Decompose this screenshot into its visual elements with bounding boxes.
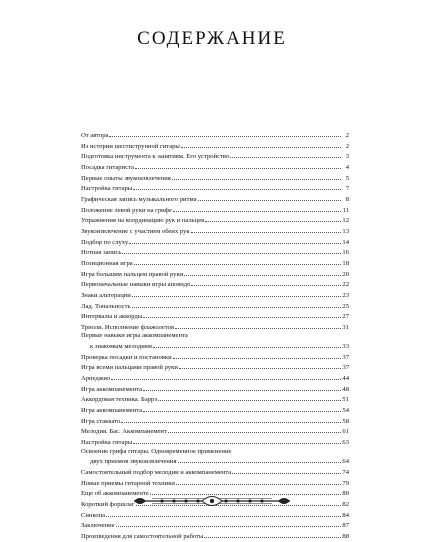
toc-entry-title: Звукоизвлечение с участием обеих рук — [81, 227, 190, 235]
dot-leader — [191, 226, 341, 233]
dot-leader — [135, 162, 341, 169]
toc-entry-title: Первые навыки игры аккомпанемента — [81, 332, 188, 340]
toc-entry — [81, 173, 349, 184]
toc-entry-title: Подготовка инструмента к занятиям. Его устройство — [81, 153, 230, 161]
toc-entry — [81, 426, 349, 437]
dot-leader — [116, 520, 341, 527]
toc-entry — [81, 322, 349, 333]
toc-page-number: 4 — [345, 163, 349, 171]
toc-entry-title: От автора — [81, 132, 109, 139]
toc-page-number: 16 — [342, 249, 349, 257]
toc-entry — [81, 258, 349, 269]
toc-entry-title: Мелодия. Бас. Аккомпанемент — [81, 428, 167, 436]
toc-entry — [81, 226, 349, 237]
toc-page-number: 63 — [342, 439, 349, 447]
toc-page-number: 8 — [345, 195, 349, 203]
toc-page-number: 22 — [342, 281, 349, 289]
toc-page-number: 54 — [342, 407, 349, 415]
toc-entry-title: Знаки альтерации — [81, 291, 131, 299]
toc-page-number: 18 — [342, 259, 349, 267]
table-of-contents — [81, 130, 349, 542]
dot-leader — [176, 478, 341, 485]
toc-entry — [81, 394, 349, 405]
dot-leader — [168, 426, 341, 433]
dot-leader — [122, 247, 341, 254]
toc-entry — [81, 332, 349, 351]
dot-leader — [232, 467, 341, 474]
toc-entry — [81, 531, 349, 542]
toc-entry — [81, 311, 349, 322]
toc-entry-title: Настройка гитары — [81, 185, 133, 193]
dot-leader — [143, 405, 341, 412]
toc-entry-title: Заключение — [81, 522, 115, 530]
toc-entry — [81, 130, 349, 141]
toc-page-number: 12 — [342, 217, 349, 225]
toc-page-number: 7 — [345, 185, 349, 193]
dot-leader — [143, 311, 341, 318]
toc-page-number: 64 — [342, 458, 349, 466]
dot-leader — [143, 384, 341, 391]
toc-page-number: 79 — [342, 479, 349, 487]
toc-page-number: 37 — [342, 353, 349, 361]
toc-entry — [81, 247, 349, 258]
toc-entry-continuation: к знакомым мелодиям — [90, 343, 152, 351]
toc-page-number: 84 — [342, 511, 349, 519]
toc-entry — [81, 162, 349, 173]
toc-page-number: 48 — [342, 385, 349, 393]
toc-entry — [81, 205, 349, 216]
toc-page-number: 51 — [342, 396, 349, 404]
dot-leader — [121, 416, 341, 423]
toc-entry — [81, 448, 349, 467]
toc-entry — [81, 510, 349, 521]
dot-leader — [198, 194, 341, 201]
toc-page-number: 74 — [342, 469, 349, 476]
toc-entry-title: Посадка гитариста — [81, 163, 134, 171]
toc-entry-title: Из истории шестиструнной гитары — [81, 142, 180, 150]
toc-entry — [81, 194, 349, 205]
toc-page-number: 44 — [342, 375, 349, 383]
toc-page-number: 31 — [342, 323, 349, 331]
toc-entry-title: Графическая запись музыкального ритма — [81, 195, 197, 203]
toc-entry — [81, 301, 349, 312]
toc-page-number: 61 — [342, 428, 349, 436]
toc-entry-title: Первоначальные навыки игры апояндо — [81, 281, 191, 289]
toc-entry-title: Триоли. Исполнение флажолетов — [81, 323, 175, 331]
toc-page-number: 87 — [342, 522, 349, 530]
toc-entry-title: Лад. Тональность — [81, 302, 131, 310]
toc-page-number: 2 — [345, 132, 349, 139]
toc-entry-title: Игра всеми пальцами правой руки — [81, 364, 178, 372]
toc-entry — [81, 373, 349, 384]
dot-leader — [133, 183, 341, 190]
dot-leader — [179, 362, 341, 369]
toc-page-number: 13 — [342, 227, 349, 235]
dot-leader — [205, 215, 341, 222]
toc-entry — [81, 279, 349, 290]
toc-entry-title: Аккордовая техника. Баррэ — [81, 396, 158, 404]
dot-leader — [184, 269, 341, 276]
toc-entry — [81, 352, 349, 363]
toc-page-number: 58 — [342, 417, 349, 425]
dot-leader — [111, 373, 341, 380]
toc-entry-title: Освоение грифа гитары. Одновременное применение — [81, 447, 232, 455]
toc-page-number: 23 — [342, 291, 349, 299]
toc-entry-title: Короткий форшлаг — [81, 500, 135, 508]
toc-entry-title: Положение левой руки на грифе — [81, 206, 172, 214]
toc-page-number: 2 — [345, 142, 349, 150]
toc-entry-title: Игра стаккато — [81, 417, 121, 425]
toc-entry-title: Арпеджио — [81, 375, 111, 383]
toc-page-number: 3 — [345, 153, 349, 161]
dot-leader — [191, 279, 341, 286]
page-title: СОДЕРЖАНИЕ — [137, 28, 287, 49]
toc-entry-title: Произведения для самостоятельной работы — [81, 532, 204, 540]
toc-entry — [81, 215, 349, 226]
dot-leader — [158, 394, 341, 401]
dot-leader — [175, 322, 341, 329]
toc-page-number: 27 — [342, 313, 349, 321]
toc-page-number: 88 — [342, 532, 349, 540]
toc-page-number: 20 — [342, 270, 349, 278]
dot-leader — [134, 258, 341, 265]
toc-page-number: 11 — [342, 206, 349, 214]
toc-entry-title: Упражнения на координацию рук и пальцев — [81, 217, 205, 225]
toc-entry-title: Самостоятельный подбор мелодии и аккомпанемента — [81, 469, 232, 476]
dot-leader — [172, 173, 341, 180]
toc-entry-title: Подбор по слуху — [81, 238, 129, 246]
toc-page-number: 5 — [345, 174, 349, 182]
dot-leader — [106, 510, 341, 517]
toc-page-number: 82 — [342, 500, 349, 508]
toc-page-number: 80 — [342, 490, 349, 498]
toc-entry-title: Настройка гитары — [81, 439, 133, 447]
toc-entry-title: Новые приемы гитарной техники — [81, 479, 175, 487]
toc-page-number: 14 — [342, 238, 349, 246]
toc-entry — [81, 290, 349, 301]
dot-leader — [204, 531, 341, 538]
toc-entry-title: Игра аккомпанемента — [81, 407, 143, 415]
toc-entry-continuation: двух приемов звукоизвлечения — [90, 458, 177, 466]
toc-entry — [81, 237, 349, 248]
dot-leader — [178, 456, 342, 463]
toc-page-number: 33 — [342, 343, 349, 351]
toc-entry — [81, 384, 349, 395]
toc-entry-title: Еще об аккомпанементе — [81, 490, 149, 498]
dot-leader — [133, 437, 341, 444]
toc-entry-title: Первые опыты звукоизвлечения — [81, 174, 171, 182]
toc-entry — [81, 151, 349, 162]
toc-entry-title: Игра аккомпанемента — [81, 385, 143, 393]
toc-entry — [81, 416, 349, 427]
dot-leader — [129, 237, 341, 244]
toc-entry — [81, 269, 349, 280]
toc-entry — [81, 405, 349, 416]
toc-entry — [81, 467, 349, 478]
toc-entry — [81, 183, 349, 194]
toc-entry — [81, 437, 349, 448]
toc-entry — [81, 362, 349, 373]
toc-entry-title: Игра большим пальцем правой руки — [81, 270, 184, 278]
toc-entry — [81, 520, 349, 531]
toc-entry — [81, 141, 349, 152]
dot-leader — [181, 141, 341, 148]
dot-leader — [153, 341, 341, 348]
toc-page-number: 37 — [342, 364, 349, 372]
dot-leader — [109, 130, 341, 137]
toc-entry-title: Позиционная игра — [81, 259, 133, 267]
toc-entry-title: Нотная запись — [81, 249, 122, 257]
toc-entry-title: Интервалы и аккорды — [81, 313, 143, 321]
toc-page-number: 25 — [342, 302, 349, 310]
toc-entry-title: Синкопа — [81, 511, 106, 519]
dot-leader — [230, 151, 341, 158]
dot-leader — [173, 352, 341, 359]
dot-leader — [173, 205, 341, 212]
toc-entry-title: Проверка посадки и постановки — [81, 353, 172, 361]
dot-leader — [132, 301, 342, 308]
decorative-ornament — [132, 494, 292, 508]
toc-entry — [81, 478, 349, 489]
dot-leader — [132, 290, 341, 297]
